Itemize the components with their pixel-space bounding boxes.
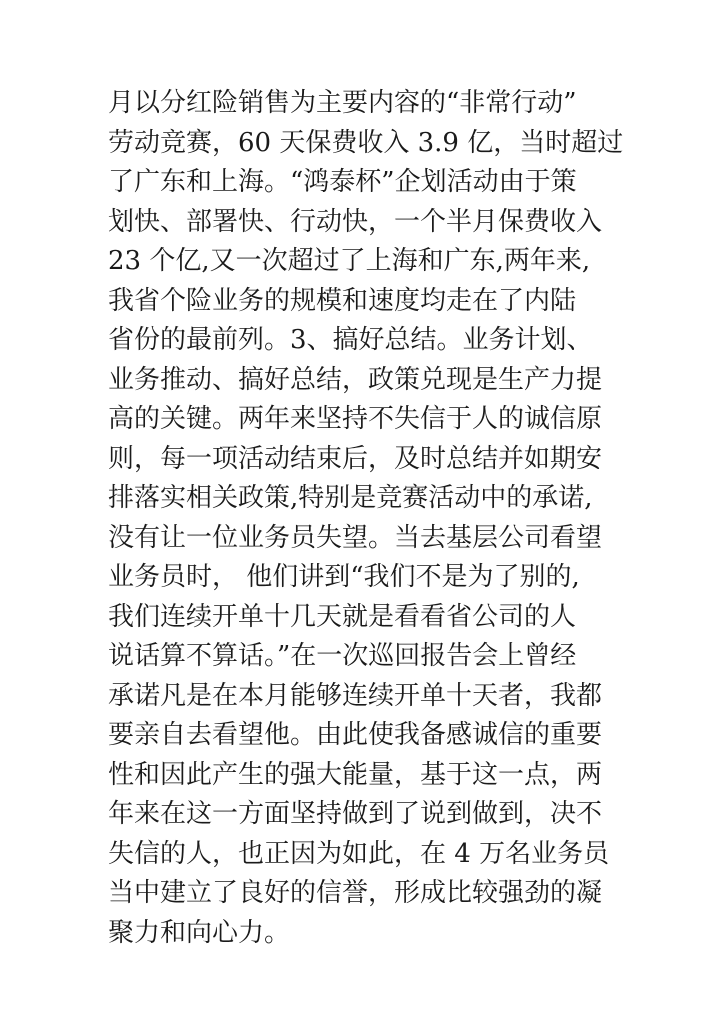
text-line-20: 失信的人，也正因为如此，在 4 万名业务员 [108, 838, 610, 869]
body-paragraph [108, 84, 628, 953]
text-line-6: 我省个险业务的规模和速度均走在了内陆 [108, 285, 577, 316]
text-line-19: 年来在这一方面坚持做到了说到做到，决不 [108, 799, 603, 829]
text-line-21: 当中建立了良好的信誉，形成比较强劲的凝 [108, 878, 603, 908]
text-line-17: 要亲自去看望他。由此使我备感诚信的重要 [108, 720, 603, 750]
text-line-1: 月以分红险销售为主要内容的“非常行动” [108, 88, 577, 118]
text-line-2: 劳动竞赛，60 天保费收入 3.9 亿，当时超过 [108, 127, 624, 158]
text-line-22: 聚力和向心力。 [108, 917, 291, 948]
text-line-18: 性和因此产生的强大能量，基于这一点，两 [108, 759, 603, 790]
text-line-15: 说话算不算话。”在一次巡回报告会上曾经 [108, 641, 577, 671]
text-line-7: 省份的最前列。3、搞好总结。业务计划、 [108, 325, 593, 355]
text-line-4: 划快、部署快、行动快，一个半月保费收入 [108, 206, 603, 237]
text-line-14: 我们连续开单十几天就是看看省公司的人 [108, 601, 577, 632]
text-line-9: 高的关键。两年来坚持不失信于人的诚信原 [108, 404, 603, 434]
text-line-13: 业务员时， 他们讲到“我们不是为了别的, [108, 562, 580, 592]
text-line-16: 承诺凡是在本月能够连续开单十天者，我都 [108, 680, 603, 711]
text-line-10: 则，每一项活动结束后，及时总结并如期安 [108, 443, 603, 474]
text-line-5: 23 个亿,又一次超过了上海和广东,两年来, [108, 246, 591, 276]
text-line-3: 了广东和上海。“鸿泰杯”企划活动由于策 [108, 167, 577, 197]
text-line-8: 业务推动、搞好总结，政策兑现是生产力提 [108, 364, 603, 395]
text-line-11: 排落实相关政策,特别是竞赛活动中的承诺, [108, 483, 593, 513]
text-line-12: 没有让一位业务员失望。当去基层公司看望 [108, 522, 603, 553]
